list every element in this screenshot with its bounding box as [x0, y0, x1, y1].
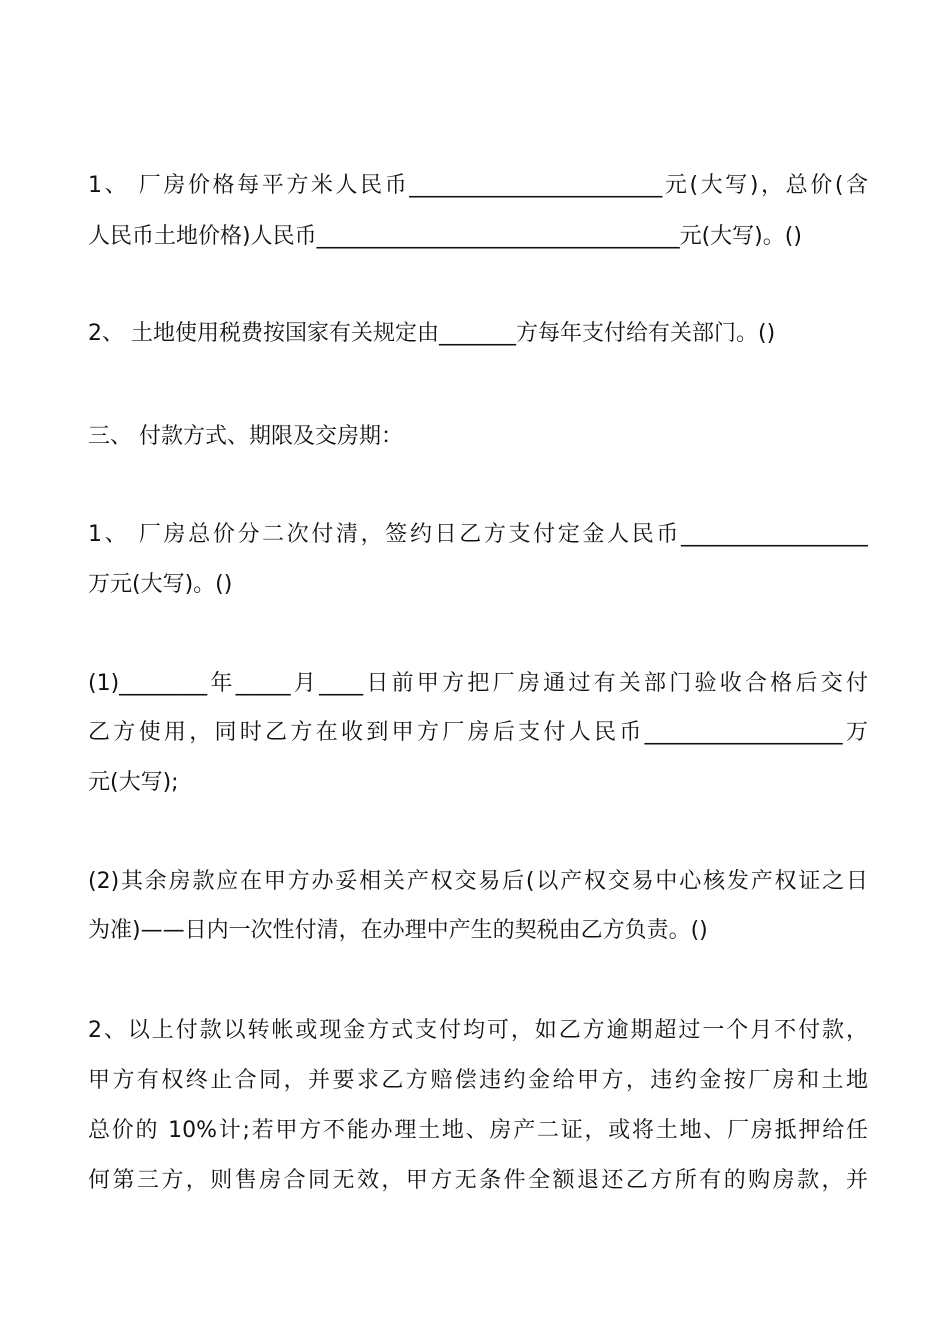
text-line: 1、 厂房价格每平方米人民币_______________________元(大写)，总价(含 [88, 173, 868, 198]
text-line: 甲方有权终止合同，并要求乙方赔偿违约金给甲方，违约金按厂房和土地 [88, 1068, 868, 1093]
text-line: 2、以上付款以转帐或现金方式支付均可，如乙方逾期超过一个月不付款， [88, 1018, 868, 1043]
text-line: 何第三方，则售房合同无效，甲方无条件全额退还乙方所有的购房款，并 [88, 1168, 868, 1193]
text-line: 1、 厂房总价分二次付清，签约日乙方支付定金人民币_________________ [88, 522, 868, 547]
text-line: (1)________年_____月____日前甲方把厂房通过有关部门验收合格后交付 [88, 671, 868, 696]
text-line: 乙方使用，同时乙方在收到甲方厂房后支付人民币__________________万 [88, 720, 868, 745]
section-heading: 三、 付款方式、期限及交房期： [88, 424, 403, 449]
text-line: 万元(大写)。() [88, 572, 233, 597]
text-line: 元(大写); [88, 770, 179, 795]
text-line: (2)其余房款应在甲方办妥相关产权交易后(以产权交易中心核发产权证之日 [88, 869, 868, 894]
text-line: 总价的 10%计;若甲方不能办理土地、房产二证，或将土地、厂房抵押给任 [88, 1118, 868, 1143]
text-line: 2、 土地使用税费按国家有关规定由_______方每年支付给有关部门。() [88, 321, 776, 346]
text-line: 为准)——日内一次性付清，在办理中产生的契税由乙方负责。() [88, 918, 708, 943]
text-line: 人民币土地价格)人民币_________________________________元(大写)。() [88, 224, 802, 249]
